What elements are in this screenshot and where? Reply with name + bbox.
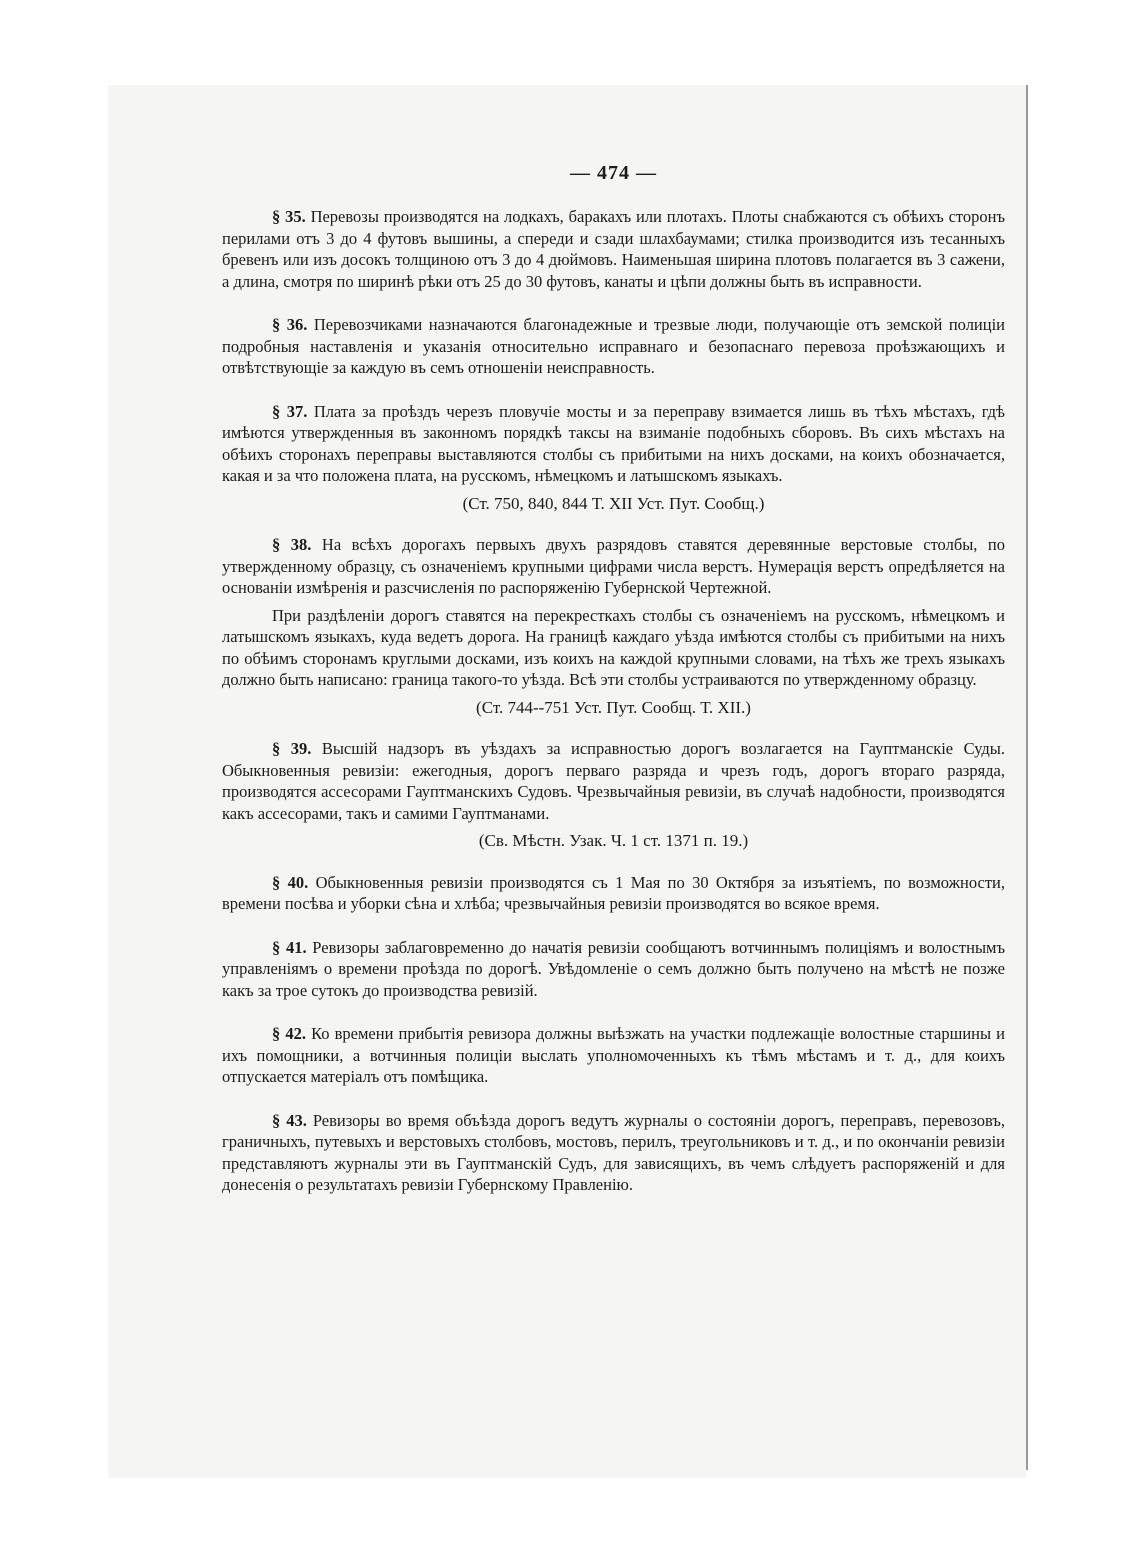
section-text: Перевозы производятся на лодкахъ, баракахъ или плотахъ. Плоты снабжаются съ обѣихъ сторонъ перилами отъ 3 до 4 футовъ вышины, а спереди и сзади шлахбаумами; стилка производится изъ тесанныхъ бревенъ или изъ досокъ толщиною отъ 3 до 4 дюймовъ. Наименьшая ширина плотовъ полагается въ 3 сажени, а длина, смотря по ширинѣ рѣки отъ 25 до 30 футовъ, канаты и цѣпи должны быть въ исправности. bbox=[222, 207, 1005, 291]
section-40 bbox=[222, 872, 1005, 915]
section-mark: § 39. bbox=[272, 739, 312, 758]
section-43 bbox=[222, 1110, 1005, 1196]
section-42 bbox=[222, 1023, 1005, 1088]
section-mark: § 38. bbox=[272, 535, 312, 554]
section-37 bbox=[222, 401, 1005, 487]
section-35 bbox=[222, 206, 1005, 292]
section-38-continued: При раздѣленіи дорогъ ставятся на перекресткахъ столбы съ означеніемъ на русскомъ, нѣмецкомъ и латышскомъ языкахъ, куда ведетъ дорога. На границѣ каждаго уѣзда имѣются столбы съ прибитыми на нихъ по обѣимъ сторонамъ круглыми досками, изъ коихъ на каждой крупными словами, на тѣхъ же трехъ языкахъ должно быть написано: граница такого-то уѣзда. Всѣ эти столбы устраиваются по утвержденному образцу. bbox=[222, 605, 1005, 689]
section-text: Ревизоры заблаговременно до начатія ревизіи сообщаютъ вотчиннымъ полиціямъ и волостнымъ управленіямъ о времени проѣзда по дорогѣ. Увѣдомленіе о семъ должно быть получено на мѣстѣ не позже какъ за трое сутокъ до производства ревизій. bbox=[222, 937, 1005, 1000]
section-text: Ревизоры во время объѣзда дорогъ ведутъ журналы о состояніи дорогъ, переправъ, перевозовъ, граничныхъ, путевыхъ и верстовыхъ столбовъ, мостовъ, перилъ, треугольниковъ и т. д., и по окончаніи ревизіи представляютъ журналы эти въ Гауптманскій Судъ, для зависящихъ, въ чемъ слѣдуетъ распоряженій и для донесенія о результатахъ ревизіи Губернскому Правленію. bbox=[222, 1110, 1006, 1194]
citation: (Св. Мѣстн. Узак. Ч. 1 ст. 1371 п. 19.) bbox=[478, 831, 749, 850]
section-36 bbox=[222, 314, 1005, 379]
section-text: Высшій надзоръ въ уѣздахъ за исправностью дорогъ возлагается на Гауптманскіе Суды. Обыкновенныя ревизіи: ежегодныя, дорогъ перваго разряда и чрезъ годъ, дорогъ втораго разряда, производятся ассесорами Гауптманскихъ Судовъ. Чрезвычайныя ревизіи, въ случаѣ надобности, производятся какъ ассесорами, такъ и самими Гауптманами. bbox=[222, 739, 1006, 823]
page-edge-rule bbox=[1026, 85, 1028, 1470]
section-text: Ко времени прибытія ревизора должны выѣзжать на участки подлежащіе волостные старшины и ихъ помощники, а вотчинныя полиціи выслать уполномоченныхъ къ тѣмъ мѣстамъ и т. д., для коихъ отпускается матеріалъ отъ помѣщика. bbox=[222, 1024, 1006, 1086]
section-41 bbox=[222, 937, 1005, 1002]
section-38 bbox=[222, 534, 1005, 599]
section-mark: § 41. bbox=[272, 937, 307, 957]
section-mark: § 36. bbox=[272, 315, 308, 334]
section-text: Перевозчиками назначаются благонадежные и трезвые люди, получающіе отъ земской полиціи подробныя наставленія и указанія относительно исправнаго и безопаснаго перевоза проѣзжающихъ и отвѣтствующіе за каждую въ семъ отношеніи неисправность. bbox=[222, 315, 1006, 377]
page-number: — 474 — bbox=[570, 162, 657, 184]
page-content bbox=[222, 158, 1005, 1196]
section-text: Плата за проѣздъ черезъ пловучіе мосты и за переправу взимается лишь въ тѣхъ мѣстахъ, гдѣ имѣются утвержденныя въ законномъ порядкѣ таксы на взиманіе подобныхъ сборовъ. Въ сихъ мѣстахъ на обѣихъ сторонахъ переправы выставляются столбы съ прибитыми на нихъ досками, на коихъ обозначается, какая и за что положена плата, на русскомъ, нѣмецкомъ и латышскомъ языкахъ. bbox=[222, 401, 1006, 485]
section-mark: § 42. bbox=[272, 1024, 306, 1043]
citation: (Ст. 744--751 Уст. Пут. Сообщ. Т. XII.) bbox=[476, 697, 751, 717]
citation: (Ст. 750, 840, 844 Т. XII Уст. Пут. Сообщ.) bbox=[462, 493, 765, 513]
section-text: Обыкновенныя ревизіи производятся съ 1 Мая по 30 Октября за изъятіемъ, по возможности, времени посѣва и уборки сѣна и хлѣба; чрезвычайныя ревизіи производятся во всякое время. bbox=[222, 872, 1006, 913]
section-39 bbox=[222, 738, 1005, 824]
section-mark: § 43. bbox=[272, 1110, 307, 1130]
section-mark: § 35. bbox=[272, 207, 306, 226]
section-mark: § 40. bbox=[272, 872, 309, 892]
section-text: На всѣхъ дорогахъ первыхъ двухъ разрядовъ ставятся деревянные верстовые столбы, по утвержденному образцу, съ означеніемъ крупными цифрами числа верстъ. Нумерація верстъ опредѣляется на основаніи измѣренія и разсчисленія по распоряженію Губернской Чертежной. bbox=[222, 535, 1006, 597]
section-mark: § 37. bbox=[272, 401, 308, 421]
